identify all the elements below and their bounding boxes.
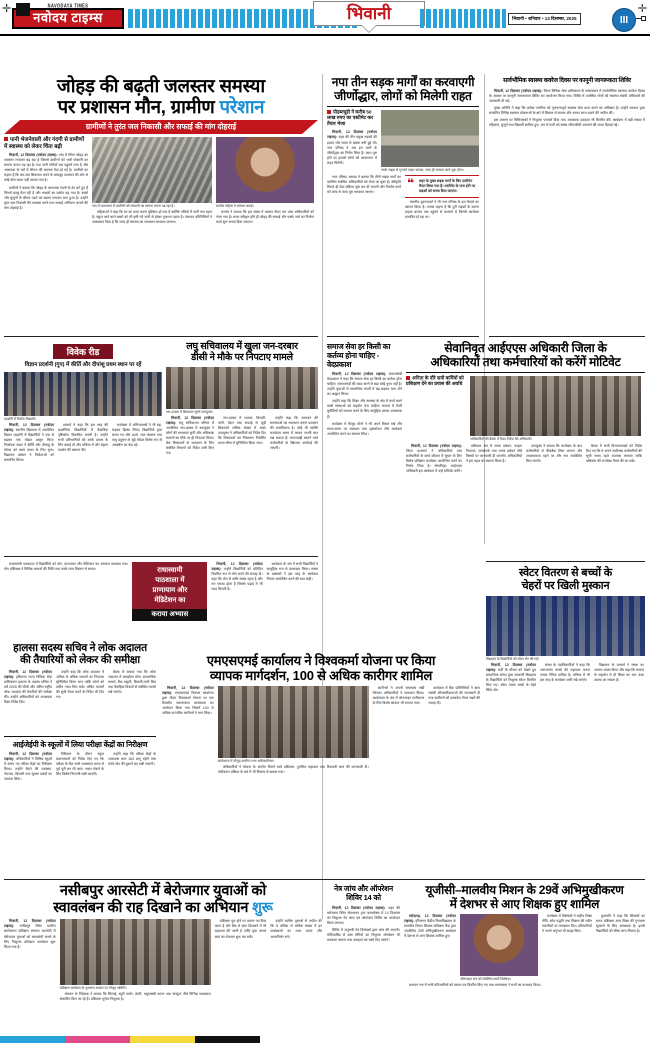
msme-body-col3: कारीगरों ने अपनी समस्याएं रखीं जिनका अधिकारियों ने समाधान किया। कार्यशाला के अंत में ऑनलाइन पंजीकरण के लिए विशेष काउंटर भी लगाया गया। (372, 686, 425, 706)
ias-body-col2: प्रशिक्षण सत्र में समय प्रबंधन, फाइल निपटान, जनसंपर्क तथा तनाव प्रबंधन जैसे विषयों पर जानकारी दी जाएगी। अधिकारियों ने इस पहल का स्वागत किया है। (466, 443, 522, 464)
ias-body-col1: भिवानी, 12 दिसम्बर (नवोदय टाइम्स): जिला प्रशासन ने अधिकारियों तथा कर्मचारियों के कार्य कौशल में सुधार के लिए विशेष प्रशिक्षण कार्यक्रम आयोजित करने का निर्णय लिया है। सेवानिवृत आईएएस अधिकारी इस कार्यक्रम में उन्हें मोटिवेट करेंगे। (406, 443, 462, 474)
square-bullet-icon (406, 376, 410, 380)
lead-photo-caption: गांव में जलभराव से ग्रामीणों को परेशानी का सामना करना पड़ रहा है। (92, 203, 175, 208)
napa-body-col1: भिवानी, 12 दिसम्बर (नवोदय टाइम्स): शहर की तीन प्रमुख सड़कों की हालत लंबे समय से खस्ता बनी हुई थी। नगर परिषद ने अब इन मार्गों के जीर्णोद्धार का निर्णय लिया है। काम पूरा होने पर हजारों लोगों को आवागमन में राहत मिलेगी। (327, 130, 377, 165)
article-halsa (4, 643, 156, 707)
exam-headline: आईजेईपी के स्कूलों में लिया परीक्षा केंद्रों का निरीक्षण (12, 740, 148, 749)
section-rule-left (4, 336, 318, 337)
crop-mark-right: ✛ (637, 3, 647, 15)
lead-kicker: पानी भेजनेवाली और गंदगी से ग्रामीणों में स्वास्थ्य को लेकर चिंता बढ़ी (4, 136, 85, 150)
ias-photo-caption: अधिकारियों की बैठक में दिशा-निर्देश देते अधिकारी। (470, 436, 532, 441)
yoga-tag-lines (132, 562, 207, 621)
ugc-body-col3: कुलपति ने कहा कि शिक्षकों का सतत प्रशिक्षण उच्च शिक्षा की गुणवत्ता सुधारने के लिए आवश्यक है। इससे विद्यार्थियों को सीधा लाभ मिलता है। (596, 913, 645, 934)
msme-headline-line1: एमएसएमई कार्यालय ने विश्वकर्मा योजना पर किया (206, 653, 436, 668)
sweater-body-col1: भिवानी, 12 दिसम्बर (नवोदय टाइम्स): सर्दी के मौसम को देखते हुए सामाजिक संस्था द्वारा सरकारी विद्यालय के विद्यार्थियों को निशुल्क स्वेटर वितरित किए गए। स्वेटर पाकर बच्चों के चेहरे खिल उठे। (486, 662, 536, 693)
napa-dateline: भिवानी, 12 दिसम्बर (नवोदय टाइम्स): (327, 130, 377, 140)
ias-body-col3: उपायुक्त ने बताया कि कार्यक्रम के बाद कर्मचारियों से फीडबैक लिया जाएगा और आवश्यकता पड़ने पर और सत्र आयोजित किए जाएंगे। (526, 443, 582, 464)
msme-headline-line2: व्यापक मार्गदर्शन, 100 से अधिक कारीगर शामिल (209, 668, 433, 684)
banner-arrow-right-decoration (302, 120, 318, 134)
lead-banner-text: ग्रामीणों ने तुरंत जल निकासी और सफाई की मांग दोहराई (4, 120, 318, 134)
vivek-photo (4, 372, 162, 416)
section-rule-bottom (4, 879, 645, 880)
rseti-photo (60, 919, 211, 985)
city-edition-tab[interactable] (313, 1, 425, 33)
lead-body-col2: महिलाओं ने कहा कि घर का काम करना मुश्किल हो गया है क्योंकि गलियों में पानी भरा रहता है। स्कूल जाने वाले बच्चों को भी इसी गंदे पानी से होकर गुजरना पड़ता है। पंचायत प्रतिनिधियों ने आश्वासन दिया है कि जल्द ही समस्या का समाधान करवाया जाएगा। (92, 210, 212, 225)
napa-body-col3: स्थानीय दुकानदारों ने भी नगर परिषद के इस फैसले का स्वागत किया है। उनका कहना है कि टूटी सड़कों के कारण ग्राहक बाजार तक पहुंचने से कतराते थे जिससे कारोबार प्रभावित हो रहा था। (405, 200, 479, 220)
column-divider-main (322, 74, 323, 919)
ias-headline-line2: अधिकारियों तथा कर्मचारियों को करेंगें मोटिवेट (430, 354, 621, 369)
jandarbar-photo (166, 367, 318, 409)
halsa-dateline: भिवानी, 12 दिसम्बर (नवोदय टाइम्स): (4, 669, 52, 679)
halsa-headline-line2: की तैयारियों को लेकर की समीक्षा (20, 654, 140, 667)
article-msme (162, 654, 480, 777)
jandarbar-headline-line2: डीसी ने मौके पर निपटाए मामले (191, 352, 293, 364)
health-camp-dateline: भिवानी, 12 दिसम्बर (नवोदय टाइम्स): (494, 88, 543, 93)
msme-body-col2: अधिकारियों ने योजना के अंतर्गत मिलने वाले प्रशिक्षण, टूलकिट सहायता तथा रियायती ऋण की जानकारी दी। पंजीकरण प्रक्रिया के बारे में भी विस्तार से बताया गया। (217, 765, 369, 775)
edition-date: भिवानी • शनिवार • 13 दिसम्बर, 2025 (508, 13, 581, 25)
article-sweater (486, 568, 645, 695)
napa-rule (327, 106, 479, 107)
rseti-headline-line2-part1: स्वावलंबन की राह दिखाने का अभियान (53, 899, 253, 916)
jandarbar-dateline: भिवानी, 12 दिसम्बर (नवोदय टाइम्स): (166, 415, 214, 425)
msme-body-col1: भिवानी, 12 दिसम्बर (नवोदय टाइम्स): एमएसएमई विकास कार्यालय द्वारा पीएम विश्वकर्मा योजना पर एक दिवसीय जागरूकता कार्यशाला का आयोजन किया गया जिसमें 100 से अधिक पारंपरिक कारीगरों ने भाग लिया। (162, 686, 214, 716)
publication-logo[interactable] (12, 3, 124, 29)
article-ugc (404, 884, 645, 990)
sweater-dateline: भिवानी, 12 दिसम्बर (नवोदय टाइम्स): (486, 662, 536, 672)
section-rule-mid (327, 336, 479, 337)
city-tab-notch (362, 25, 376, 32)
sweater-headline-line2: चेहरों पर खिली मुस्कान (521, 579, 610, 592)
square-bullet-icon (327, 110, 331, 114)
halsa-body-col1: भिवानी, 12 दिसम्बर (नवोदय टाइम्स): हरियाणा राज्य विधिक सेवा प्राधिकरण हालसा के सदस्य सचिव ने वर्ष 2025 की चौथी और अंतिम राष्ट्रीय लोक अदालत की तैयारियों की समीक्षा की। उन्होंने अधिकारियों को आवश्यक दिशा-निर्देश दिए। (4, 669, 52, 705)
vivek-dateline: भिवानी, 12 दिसम्बर (नवोदय टाइम्स): (4, 422, 54, 432)
ugc-dateline: महेन्द्रगढ़, 12 दिसम्बर (नवोदय टाइम्स): (404, 913, 456, 923)
lead-headline-line2-part1: पर प्रशासन मौन, ग्रामीण (57, 95, 220, 117)
yoga-tag-line-4: मेडिटेशन का (154, 597, 186, 605)
lead-dateline: भिवानी, 12 दिसम्बर (नवोदय टाइम्स): (9, 153, 58, 158)
rseti-body-col1: भिवानी, 12 दिसम्बर (नवोदय टाइम्स): नसीबपुर स्थित ग्रामीण स्वरोजगार प्रशिक्षण संस्थान आरसेटी में बेरोजगार युवाओं को स्वावलंबी बनाने के लिए निशुल्क प्रशिक्षण कार्यक्रम शुरू किया गया है। (4, 919, 56, 949)
yoga-body-col1: राधास्वामी पाठशाला में विद्यार्थियों को योग, प्राणायाम और मेडिटेशन का अभ्यास करवाया गया। योग प्रशिक्षक ने विभिन्न आसनों की विधि तथा उनके लाभ विस्तार से बताए। (4, 562, 129, 572)
yoga-dateline: भिवानी, 12 दिसम्बर (नवोदय टाइम्स): (211, 562, 263, 572)
article-napa-roads (327, 76, 479, 222)
ugc-body-col4: समापन सत्र में सभी प्रतिभागियों को प्रमाण पत्र वितरित किए गए तथा समन्वयक ने सभी का धन्यवाद किया। (409, 982, 542, 987)
sweater-photo-caption: विद्यालय के विद्यार्थियों को स्वेटर भेंट की गईं। (486, 656, 540, 661)
vivek-photo-caption: प्रदर्शनी में विजेता विद्यार्थी। (4, 416, 36, 421)
masthead (0, 0, 650, 36)
sweater-headline-line1: स्वेटर वितरण से बच्चों के (518, 567, 613, 579)
lead-photo-main (92, 137, 212, 203)
article-health-camp (489, 78, 645, 130)
article-samaj-seva (327, 342, 402, 439)
lead-headline-highlight: परेशान (219, 95, 265, 117)
eyecamp-dateline: भिवानी, 12 दिसम्बर (नवोदय टाइम्स): (332, 905, 386, 910)
jandarbar-headline-line1: लघु सचिवालय में खुला जन-दरबार (186, 341, 298, 352)
napa-headline-line1: नपा तीन सड़क मार्गों का करवाएगी (331, 75, 475, 89)
rseti-dateline: भिवानी, 12 दिसम्बर (नवोदय टाइम्स): (4, 919, 56, 929)
eyecamp-body: भिवानी, 12 दिसम्बर (नवोदय टाइम्स): शहर की धर्मशाला स्थित सेवाभवन ट्रस्ट कम्पलेक्स में 14 दिसम्बर को निशुल्क नेत्र जांच एवं ऑपरेशन शिविर का आयोजन किया जाएगा। शिविर में अनुभवी नेत्र विशेषज्ञों द्वारा जांच की जाएगी। मोतियाबिंद से ग्रस्त रोगियों का निशुल्क ऑपरेशन भी करवाया जाएगा तथा दवाइयां एवं चश्मे दिए जाएंगे। (327, 905, 400, 943)
napa-photo-caption: जर्जर सड़क से गुजरते वाहन चालक, जल्द ही मरम्मत कार्य शुरू होगा। (381, 167, 464, 172)
jandarbar-body-col3: उन्होंने कहा कि आमजन की समस्याओं का समाधान करना प्रशासन की प्राथमिकता है। कोई भी व्यक्ति कार्यालय समय में आकर अपनी बात रख सकता है। लापरवाही बरतने वाले कर्मचारियों के खिलाफ कार्रवाई की जाएगी। (270, 415, 318, 450)
city-name: भिवानी (313, 1, 425, 26)
exam-body-col2: निरीक्षण के दौरान स्कूल प्रधानाचार्यों को निर्देश दिए गए कि परीक्षा के दिन सभी व्यवस्थाएं समय से पूर्व पूरी कर ली जाएं। नकल रोकने के लिए विशेष निगरानी रखी जाएगी। (56, 752, 104, 777)
health-camp-headline: सार्वभौमिक स्वास्थ्य कवरेज दिवस पर कानूनी जागरूकता शिविर (503, 78, 631, 84)
lead-headline-line1: जोहड़ की बढ़ती जलस्तर समस्या (57, 75, 265, 96)
jandarbar-body-col2: जन-दरबार में राजस्व, बिजली, पानी, पेंशन तथा सफाई से जुड़ी शिकायतें अधिक संख्या में आईं। उपायुक्त ने अधिकारियों को निर्देश दिए कि शिकायतों का निस्तारण निर्धारित समय सीमा में सुनिश्चित किया जाए। (218, 415, 266, 445)
ias-photo (470, 376, 641, 436)
napa-headline-line2: जीर्णोद्धार, लोगों को मिलेगी राहत (334, 88, 472, 103)
yoga-tag-line-1: राधास्वामी (157, 567, 183, 574)
sweater-photo (486, 596, 645, 656)
vivek-tag: विवेक रीड (53, 344, 114, 359)
decorative-bars-right (420, 9, 506, 28)
napa-quote-text: शहर के मुख्य सड़क मार्गों के लिए एस्टीमेट तैयार किया गया है। एस्टीमेट के पास होने पर सड़कों को बनवा दिया जाएगा। (419, 178, 476, 194)
article-exam-center (4, 736, 156, 784)
lead-headline-line2 (4, 97, 318, 117)
vivek-subhead: विज्ञान प्रदर्शनी (गुप) में कीर्ति और दीपांशु प्रथम स्थान पर रहें (24, 362, 142, 368)
rseti-headline-line1: नसीबपुर आरसेटी में बेरोजगार युवाओं को (59, 883, 267, 899)
article-lead-johad (4, 76, 318, 227)
yoga-tag-box (132, 562, 207, 621)
ias-headline-line1: सेवानिवृत आईएएस अधिकारी जिला के (444, 341, 607, 355)
eyecamp-headline: नेत्र जांच और ऑपरेशन शिविर 14 को (333, 884, 394, 903)
yoga-tag-line-3: प्राणायाम और (152, 587, 188, 595)
halsa-headline-line1: हालसा सदस्य सचिव ने लोक अदालत (13, 642, 147, 654)
ugc-headline-line2: में देशभर से आए शिक्षक हुए शामिल (449, 896, 600, 911)
square-bullet-icon (4, 137, 8, 141)
msme-photo (218, 686, 369, 758)
exam-body-col3: उन्होंने कहा कि परीक्षा केंद्रों के आसपास धारा 163 लागू रहेगी तथा फोटो स्टेट की दुकानें बंद रखी जाएंगी। (108, 752, 156, 767)
ugc-photo-caption: ऑनलाइन सत्र को संबोधित करते विशेषज्ञ। (460, 976, 511, 981)
banner-arrow-left-decoration (4, 120, 20, 134)
lead-body-col3: सरपंच ने बताया कि इस संबंध में प्रस्ताव तैयार कर उच्च अधिकारियों को भेजा गया है। बजट स्वीकृत होते ही जोहड़ की सफाई और पक्के नाले का निर्माण कार्य शुरू करवा दिया जाएगा। (216, 210, 314, 225)
vivek-body-col3: कार्यक्रम में अभिभावकों ने भी बढ़-चढ़कर हिस्सा लिया। विद्यार्थियों द्वारा बनाए गए सौर ऊर्जा, जल संरक्षण तथा वायु प्रदूषण से जुड़े मॉडल विशेष रूप से आकर्षण का केंद्र रहे। (112, 422, 162, 447)
rseti-body-col2: संस्थान के निदेशक ने बताया कि सिलाई, ब्यूटी पार्लर, डेयरी, मधुमक्खी पालन तथा कंप्यूटर जैसे विभिन्न पाठ्यक्रम संचालित किए जा रहे हैं। प्रशिक्षण पूर्णतः निशुल्क है। (59, 992, 211, 1002)
samajseva-dateline: भिवानी, 12 दिसम्बर (नवोदय टाइम्स): (332, 372, 387, 376)
article-eye-camp (327, 884, 400, 945)
sweater-body-col2: संस्था के पदाधिकारियों ने कहा कि जरूरतमंद बच्चों की सहायता करना उनका नैतिक दायित्व है। भविष्य में भी इस तरह के कार्यक्रम जारी रखे जाएंगे। (540, 662, 590, 683)
lead-portrait-caption: ग्रामीण महिला ने समस्या बताई। (216, 203, 254, 208)
article-rseti (4, 884, 322, 1005)
msme-dateline: भिवानी, 12 दिसम्बर (नवोदय टाइम्स): (162, 686, 214, 696)
emblem-tail-decoration (636, 18, 643, 19)
rseti-body-col4: उन्होंने ग्रामीण युवाओं से अपील की कि वे अधिक से अधिक संख्या में इन पाठ्यक्रमों का लाभ उठाएं और आत्मनिर्भर बनें। (270, 919, 322, 939)
exam-dateline: भिवानी, 12 दिसम्बर (नवोदय टाइम्स): (4, 752, 52, 762)
halsa-body-col3: बैठक में बताया गया कि लोक अदालत में समझौता योग्य आपराधिक मामले, बैंक वसूली, बिजली-पानी बिल तथा वैवाहिक विवादों से संबंधित मामले रखे जाएंगे। (108, 669, 156, 694)
rseti-photo-caption: प्रशिक्षण कार्यक्रम के शुभारंभ अवसर पर मौजूद अतिथि। (59, 986, 127, 991)
article-jan-darbar (166, 342, 318, 458)
ugc-body-col2: कार्यक्रम में विशेषज्ञों ने राष्ट्रीय शिक्षा नीति, शोध पद्धति तथा शिक्षण की नवीन तकनीकों पर व्याख्यान दिए। प्रतिभागियों ने अपने अनुभव भी साझा किए। (542, 913, 592, 934)
ugc-body-col1: महेन्द्रगढ़, 12 दिसम्बर (नवोदय टाइम्स): हरियाणा केंद्रीय विश्वविद्यालय के मालवीय मिशन शिक्षक प्रशिक्षण केंद्र द्वारा आयोजित 29वें अभिमुखीकरण कार्यक्रम में देशभर से आए शिक्षक शामिल हुए। (404, 913, 456, 939)
msme-body-col4: कार्यक्रम में बैंक प्रतिनिधियों ने ऋण संबंधी औपचारिकताओं की जानकारी दी तथा कारीगरों को दस्तावेज तैयार रखने की सलाह दी। (428, 686, 480, 706)
logo-hindi-text: नवोदय टाइम्स (12, 8, 124, 29)
lead-banner (4, 120, 318, 134)
exam-rule (4, 736, 156, 737)
exam-body-col1: भिवानी, 12 दिसम्बर (नवोदय टाइम्स): अधिकारियों ने विभिन्न स्कूलों में बनाए गए परीक्षा केंद्रों का निरीक्षण किया। उन्होंने बैठने की व्यवस्था, पेयजल, बिजली तथा सुरक्षा प्रबंधों का जायजा लिया। (4, 752, 52, 782)
quote-mark-icon: ❝ (407, 175, 415, 190)
ias-rule (406, 372, 645, 373)
rseti-headline-line2 (4, 901, 322, 917)
vivek-body-col1: भिवानी, 12 दिसम्बर (नवोदय टाइम्स): स्थानीय विद्यालय में आयोजित विज्ञान प्रदर्शनी में विद्यार्थियों ने एक से बढ़कर एक मॉडल प्रस्तुत किए। निर्णायक मंडल ने कीर्ति और दीपांशु के मॉडल को प्रथम स्थान के लिए चुना। विद्यालय प्रबंधन ने विजेताओं को सम्मानित किया। (4, 422, 54, 463)
msme-photo-caption: कार्यशाला में मौजूद कारीगर तथा अधिकारीगण। (217, 759, 275, 764)
rseti-headline-highlight: शुरू (252, 899, 273, 916)
napa-kicker: पीडब्ल्यूडी ने करीब 50 लाख रुपए का एस्टीमेट कर तैयार भेजा (327, 110, 374, 127)
ias-kicker: अनिता के दौरे समी कर्मियों को प्रशिक्षण देने का प्रयास की अवधि (406, 376, 464, 387)
ugc-photo (460, 914, 538, 976)
lead-body-col1: भिवानी, 12 दिसम्बर (नवोदय टाइम्स): गांव में स्थित जोहड़ का जलस्तर लगातार बढ़ रहा है जिससे ग्रामीणों को भारी परेशानी का सामना करना पड़ रहा है। गंदा पानी गलियों तक पहुंचने लगा है और आसपास के घरों में सीलन की समस्या पैदा हो गई है। ग्रामीणों का कहना है कि बार-बार शिकायत करने के बावजूद प्रशासन की ओर से कोई ठोस कदम नहीं उठाया गया है। ग्रामीणों ने बताया कि जोहड़ के आसपास गंदगी के ढेर लगे हुए हैं जिनसे बदबू फैल रही है और मच्छरों का प्रकोप बढ़ गया है। बच्चों और बुजुर्गों के बीमार पड़ने का खतरा लगातार बना हुआ है। उन्होंने तुरंत जल निकासी की व्यवस्था करने तथा सफाई अभियान चलाने की मांग दोहराई है। (4, 153, 88, 210)
section-rule-right-2 (486, 561, 645, 562)
article-ias-motivate (406, 342, 645, 476)
vivek-body-col2: प्राचार्य ने कहा कि इस तरह की प्रदर्शनियां विद्यार्थियों में वैज्ञानिक दृष्टिकोण विकसित करती हैं। उन्होंने सभी प्रतिभागियों को उनके प्रयास के लिए बधाई दी और भविष्य में और बेहतर प्रदर्शन की कामना की। (58, 422, 108, 452)
samajseva-body: भिवानी, 12 दिसम्बर (नवोदय टाइम्स): समाजसेवी वेदप्रकाश ने कहा कि समाज सेवा हर किसी का कर्तव्य होना चाहिए। जरूरतमंदों की मदद करने से बड़ा कोई पुण्य नहीं है। उन्होंने युवाओं से सामाजिक कार्यों में बढ़-चढ़कर भाग लेने का आह्वान किया। उन्होंने कहा कि शिक्षा और स्वास्थ्य के क्षेत्र में कार्य करने वाली संस्थाओं को सहयोग देना चाहिए। समाज में फैली कुरीतियों को समाप्त करने के लिए सामूहिक प्रयास आवश्यक हैं। कार्यक्रम में मौजूद लोगों ने भी अपने विचार रखे और समय-समय पर रक्तदान तथा वृक्षारोपण जैसे कार्यक्रम आयोजित करने का संकल्प लिया। (327, 372, 402, 436)
yoga-body-col2: भिवानी, 12 दिसम्बर (नवोदय टाइम्स): उन्होंने विद्यार्थियों को प्रतिदिन नियमित रूप से योग करने की सलाह दी। कहा कि योग से शरीर स्वस्थ रहता है और मन एकाग्र होता है जिससे पढ़ाई में भी मदद मिलती है। (211, 562, 263, 592)
health-camp-body: भिवानी, 12 दिसम्बर (नवोदय टाइम्स): जिला विधिक सेवा प्राधिकरण के तत्वावधान में सार्वभौमिक स्वास्थ्य कवरेज दिवस के अवसर पर कानूनी जागरूकता शिविर का आयोजन किया गया। शिविर में उपस्थित लोगों को स्वास्थ्य संबंधी अधिकारों की जानकारी दी गई। मुख्य अतिथि ने कहा कि प्रत्येक नागरिक को गुणवत्तापूर्ण स्वास्थ्य सेवा प्राप्त करने का अधिकार है। उन्होंने सरकार द्वारा संचालित विभिन्न स्वास्थ्य योजनाओं के बारे में विस्तार से बताया और उनका लाभ उठाने की अपील की। इस अवसर पर चिकित्सकों ने निशुल्क परामर्श दिया तथा आवश्यक दवाइयां भी वितरित कीं। कार्यक्रम में बड़ी संख्या में महिलाएं, बुजुर्ग तथा विद्यार्थी शामिल हुए। अंत में सभी को स्वस्थ जीवनशैली अपनाने की शपथ दिलाई गई। (489, 88, 645, 127)
halsa-body-col2: उन्होंने कहा कि लोक अदालत में अधिक से अधिक मामलों का निपटारा सुनिश्चित किया जाए ताकि लोगों को त्वरित न्याय मिल सके। लंबित मामलों की सूची तैयार करने के निर्देश भी दिए गए। (56, 669, 104, 699)
ugc-headline-line1: यूजीसी–मालवीय मिशन के 29वें अभिमुखीकरण (425, 883, 624, 897)
yoga-tag-line-2: पाठशाला में (155, 577, 185, 585)
ias-dateline: भिवानी, 12 दिसम्बर (नवोदय टाइम्स): (411, 443, 462, 448)
logo-english-text: NAVODAYA TIMES (47, 2, 89, 9)
napa-photo (381, 110, 479, 167)
napa-quote-box (405, 175, 479, 198)
bottom-color-strip (0, 1036, 650, 1043)
sweater-body-col3: विद्यालय के प्राचार्य ने संस्था का आभार व्यक्त किया और कहा कि समाज के सहयोग से ही शिक्षा का स्तर ऊंचा उठाया जा सकता है। (594, 662, 644, 683)
crop-mark-left: ✛ (2, 3, 12, 15)
article-vivek-read (4, 342, 162, 465)
lead-photo-portrait (216, 137, 314, 203)
section-rule-right (489, 336, 645, 337)
jandarbar-body-col1: भिवानी, 12 दिसम्बर (नवोदय टाइम्स): लघु सचिवालय परिसर में आयोजित जन-दरबार में उपायुक्त ने लोगों की समस्याएं सुनीं और अधिकांश मामलों का मौके पर ही निपटारा किया। शेष शिकायतों के समाधान के लिए संबंधित विभागों को निर्देश जारी किए गए। (166, 415, 214, 456)
emblem-icon: III (612, 8, 636, 32)
article-yoga (4, 562, 318, 621)
ias-body-col4: बैठक में सभी विभागाध्यक्षों को निर्देश दिए गए कि वे अपने अधीनस्थ कर्मचारियों की सूची समय रहते उपलब्ध करवाएं ताकि प्रशिक्षण की रूपरेखा तैयार की जा सके। (586, 443, 642, 464)
section-rule-left-2 (4, 556, 318, 557)
samajseva-headline: समाज सेवा हर किसी का कर्तव्य होना चाहिए - वेदप्रकाश (327, 342, 391, 369)
rseti-body-col3: प्रशिक्षण पूरा होने पर प्रमाण पत्र दिया जाता है और बैंक से ऋण दिलवाने में भी सहायता की जाती है ताकि युवा अपना स्वयं का रोजगार शुरू कर सकें। (214, 919, 267, 939)
yoga-body-col3: कार्यक्रम के अंत में सभी विद्यार्थियों ने सामूहिक रूप से प्राणायाम किया। संस्था के प्रबंधकों ने इस तरह के कार्यक्रम निरंतर आयोजित करने की बात कही। (266, 562, 318, 582)
jandarbar-photo-caption: जन-दरबार में शिकायत सुनते उपायुक्त। (166, 409, 214, 414)
yoga-tag-line-5: कराया अभ्यास (132, 609, 207, 621)
napa-body-col2: नगर परिषद अध्यक्ष ने बताया कि तीनों सड़क मार्गों का एस्टीमेट संबंधित अधिकारियों को भेजा जा चुका है। स्वीकृति मिलते ही टेंडर प्रक्रिया शुरू कर दी जाएगी और निर्माण कार्य को जल्द से जल्द पूरा करवाया जाएगा। (327, 174, 401, 195)
